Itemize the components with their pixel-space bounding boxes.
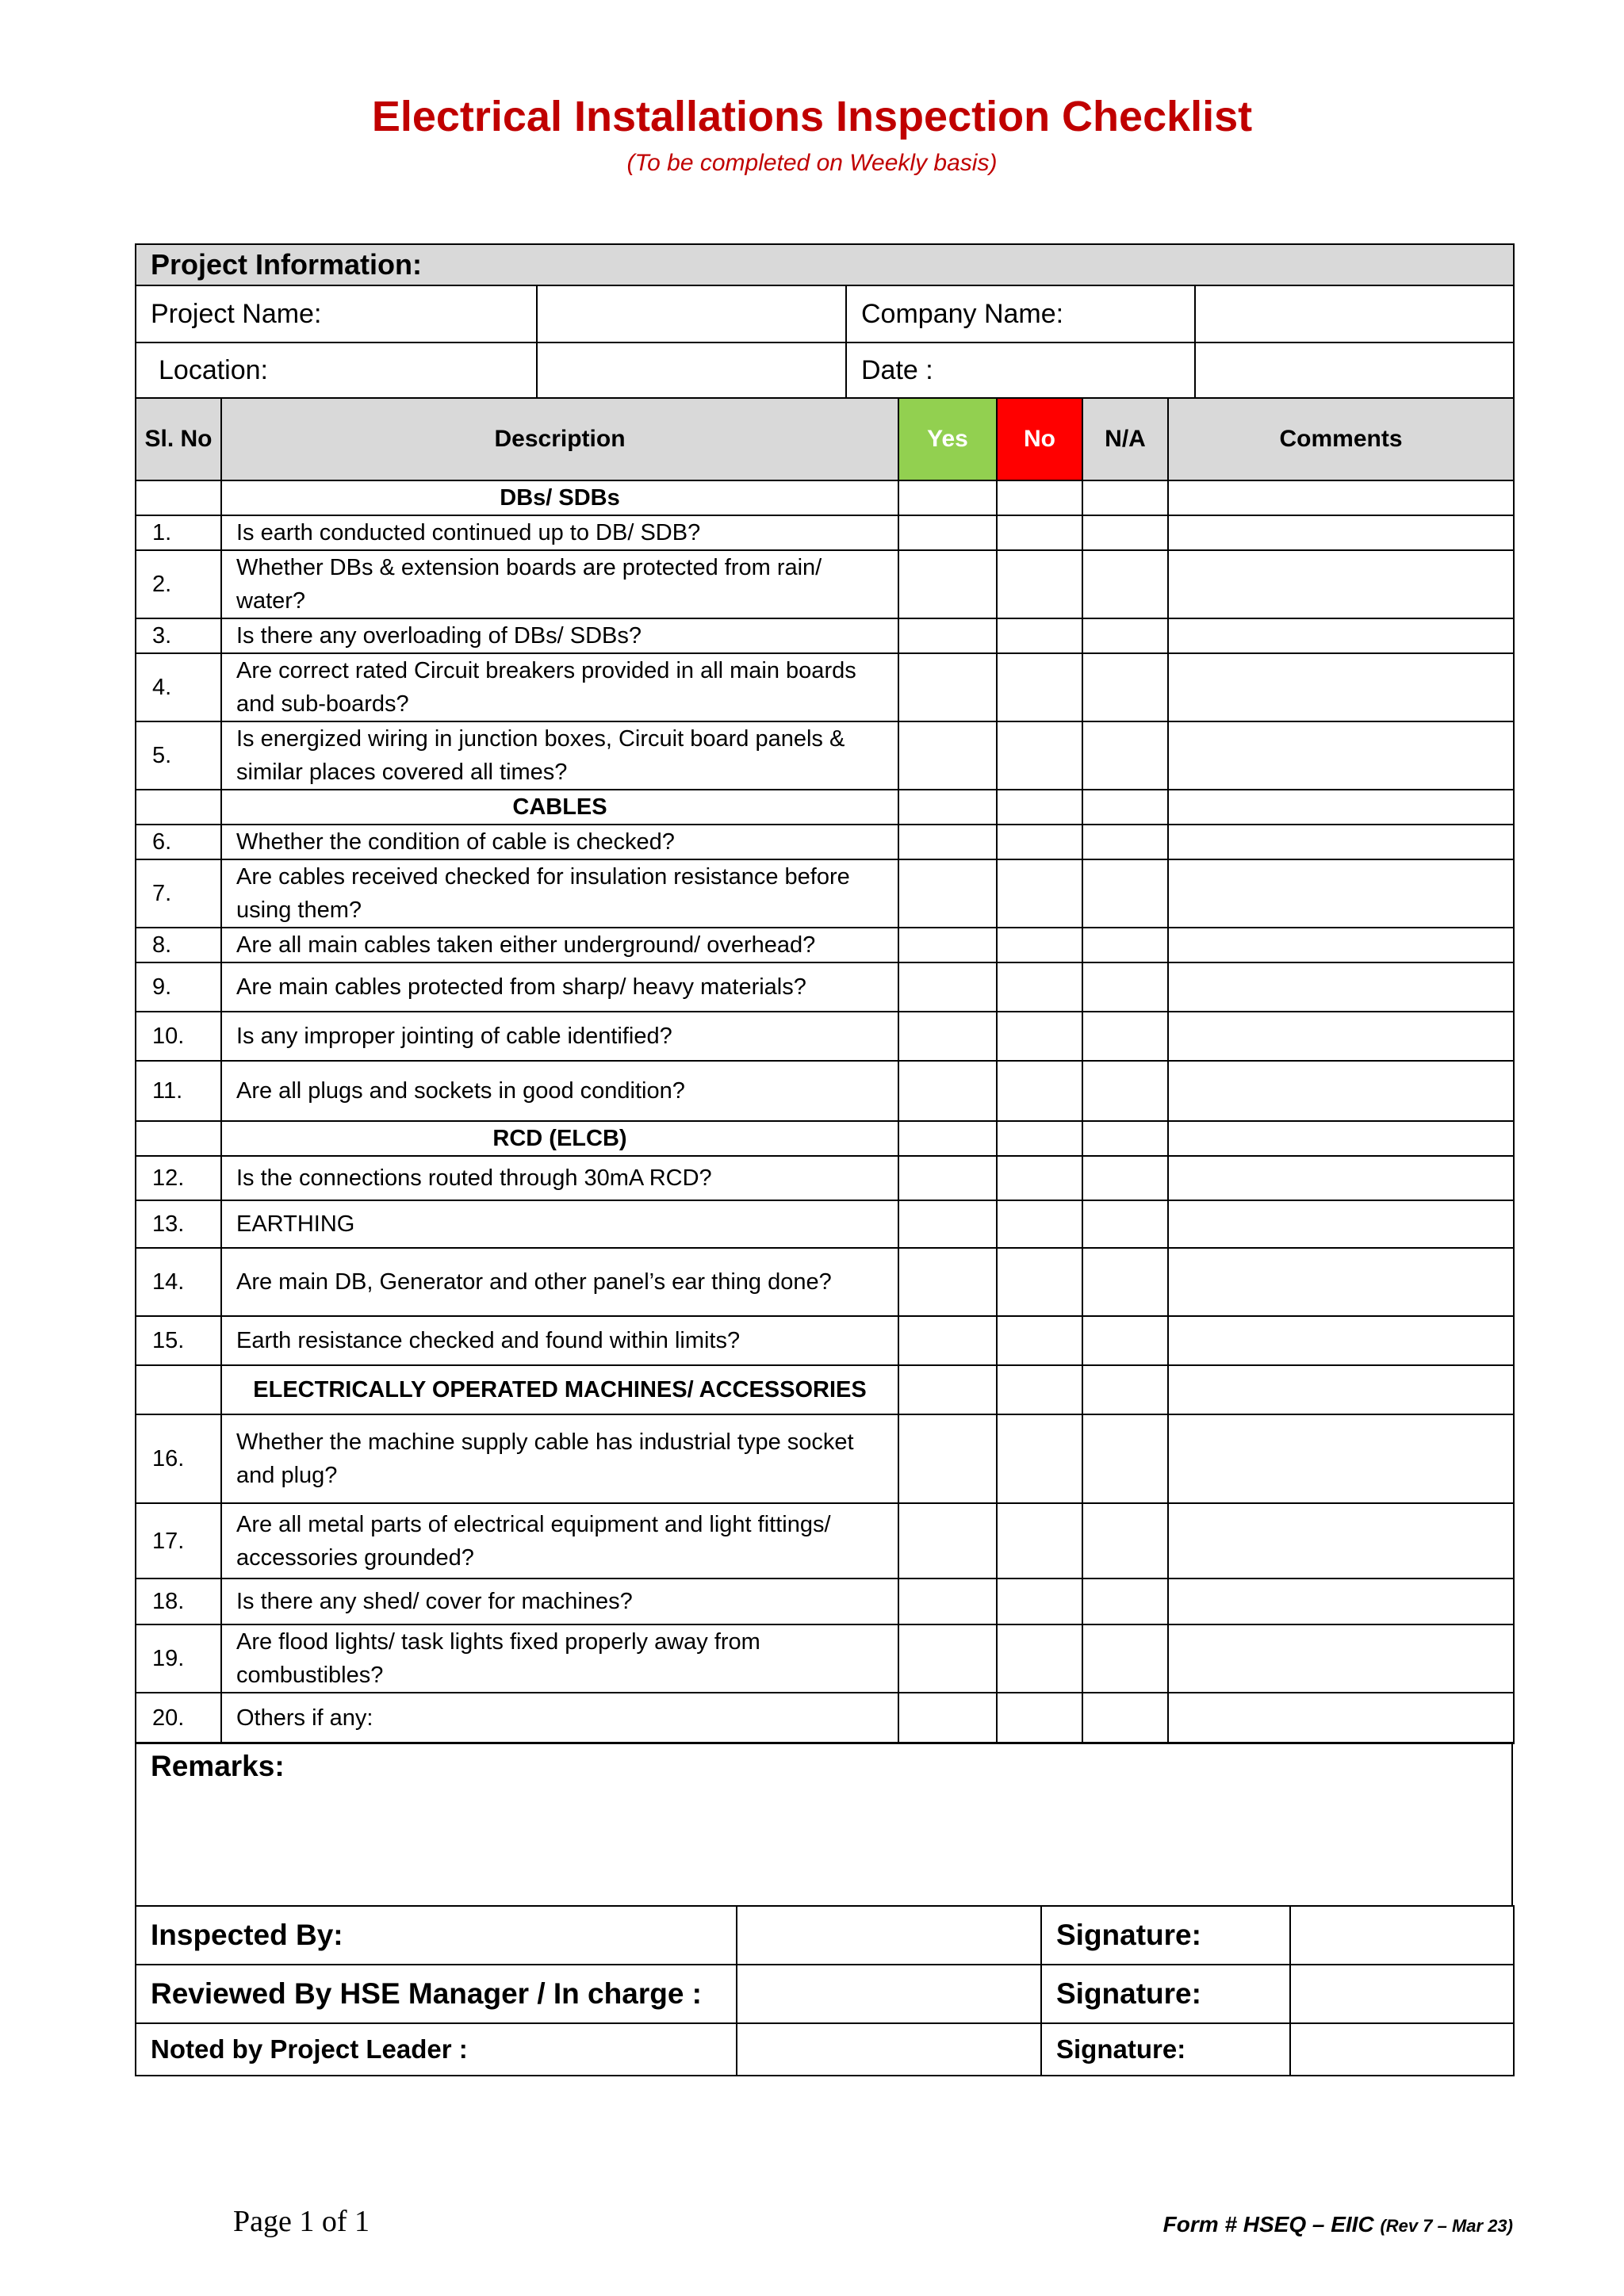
item-description: Are flood lights/ task lights fixed properly away from combustibles? — [221, 1624, 898, 1693]
project-name-label: Project Name: — [136, 285, 537, 342]
table-row — [136, 1624, 1514, 1693]
na-header: N/A — [1082, 398, 1168, 480]
table-row — [136, 618, 1514, 653]
project-info-header: Project Information: — [136, 244, 1514, 285]
comments-cell[interactable] — [1168, 825, 1514, 859]
section-row — [136, 1121, 1514, 1156]
no-cell[interactable] — [997, 1693, 1082, 1743]
na-cell[interactable] — [1082, 1121, 1168, 1156]
na-cell[interactable] — [1082, 721, 1168, 790]
no-cell[interactable] — [997, 962, 1082, 1012]
no-cell[interactable] — [997, 1248, 1082, 1316]
comments-cell[interactable] — [1168, 1248, 1514, 1316]
item-number — [136, 790, 221, 825]
item-number — [136, 1365, 221, 1414]
comments-cell[interactable] — [1168, 962, 1514, 1012]
signature-field-1[interactable] — [1290, 1906, 1514, 1965]
project-info-table — [135, 243, 1515, 399]
section-row — [136, 480, 1514, 515]
item-number: 3. — [136, 618, 221, 653]
signature-label-2: Signature: — [1041, 1965, 1290, 2023]
na-cell[interactable] — [1082, 1578, 1168, 1624]
comments-cell[interactable] — [1168, 1414, 1514, 1503]
yes-cell[interactable] — [898, 928, 997, 962]
inspected-by-label: Inspected By: — [136, 1906, 737, 1965]
no-cell[interactable] — [997, 550, 1082, 618]
yes-cell[interactable] — [898, 1503, 997, 1578]
item-description: Are cables received checked for insulation resistance before using them? — [221, 859, 898, 928]
no-cell[interactable] — [997, 1316, 1082, 1365]
no-cell[interactable] — [997, 1624, 1082, 1693]
no-cell[interactable] — [997, 1578, 1082, 1624]
no-cell[interactable] — [997, 928, 1082, 962]
yes-cell[interactable] — [898, 1248, 997, 1316]
table-row — [136, 1316, 1514, 1365]
form-revision: (Rev 7 – Mar 23) — [1380, 2216, 1513, 2236]
na-cell[interactable] — [1082, 1414, 1168, 1503]
comments-cell[interactable] — [1168, 721, 1514, 790]
section-title: CABLES — [221, 790, 898, 825]
form-number — [1163, 2212, 1513, 2237]
item-number: 11. — [136, 1061, 221, 1121]
item-number: 8. — [136, 928, 221, 962]
yes-cell[interactable] — [898, 1414, 997, 1503]
na-cell[interactable] — [1082, 1200, 1168, 1248]
date-field[interactable] — [1195, 342, 1514, 398]
item-number: 7. — [136, 859, 221, 928]
no-cell[interactable] — [997, 1365, 1082, 1414]
item-number — [136, 480, 221, 515]
yes-cell[interactable] — [898, 1365, 997, 1414]
company-name-label: Company Name: — [846, 285, 1195, 342]
na-cell[interactable] — [1082, 790, 1168, 825]
description-header: Description — [221, 398, 898, 480]
section-title: DBs/ SDBs — [221, 480, 898, 515]
yes-cell[interactable] — [898, 1061, 997, 1121]
table-row — [136, 721, 1514, 790]
item-description: Are all main cables taken either underground/ overhead? — [221, 928, 898, 962]
section-title: RCD (ELCB) — [221, 1121, 898, 1156]
comments-cell[interactable] — [1168, 1365, 1514, 1414]
item-description: Are main DB, Generator and other panel’s ear thing done? — [221, 1248, 898, 1316]
item-number: 12. — [136, 1156, 221, 1200]
na-cell[interactable] — [1082, 550, 1168, 618]
inspected-by-field[interactable] — [737, 1906, 1041, 1965]
comments-cell[interactable] — [1168, 480, 1514, 515]
na-cell[interactable] — [1082, 859, 1168, 928]
yes-cell[interactable] — [898, 825, 997, 859]
signature-field-3[interactable] — [1290, 2023, 1514, 2076]
na-cell[interactable] — [1082, 1012, 1168, 1061]
reviewed-by-field[interactable] — [737, 1965, 1041, 2023]
item-number: 16. — [136, 1414, 221, 1503]
comments-header: Comments — [1168, 398, 1514, 480]
item-description: Is any improper jointing of cable identified? — [221, 1012, 898, 1061]
yes-cell[interactable] — [898, 550, 997, 618]
table-row — [136, 962, 1514, 1012]
yes-cell[interactable] — [898, 721, 997, 790]
document-subtitle: (To be completed on Weekly basis) — [626, 150, 998, 176]
item-description: Whether DBs & extension boards are protected from rain/ water? — [221, 550, 898, 618]
item-number: 2. — [136, 550, 221, 618]
no-cell[interactable] — [997, 1414, 1082, 1503]
section-row — [136, 790, 1514, 825]
item-number: 15. — [136, 1316, 221, 1365]
project-name-field[interactable] — [537, 285, 846, 342]
yes-cell[interactable] — [898, 1012, 997, 1061]
comments-cell[interactable] — [1168, 1693, 1514, 1743]
no-header: No — [997, 398, 1082, 480]
no-cell[interactable] — [997, 618, 1082, 653]
na-cell[interactable] — [1082, 1693, 1168, 1743]
item-description: Whether the condition of cable is checked? — [221, 825, 898, 859]
remarks-label: Remarks: — [151, 1750, 285, 1782]
na-cell[interactable] — [1082, 515, 1168, 550]
yes-cell[interactable] — [898, 515, 997, 550]
no-cell[interactable] — [997, 721, 1082, 790]
yes-cell[interactable] — [898, 859, 997, 928]
table-row — [136, 1693, 1514, 1743]
item-number: 6. — [136, 825, 221, 859]
document-title: Electrical Installations Inspection Checklist — [371, 93, 1253, 140]
comments-cell[interactable] — [1168, 1316, 1514, 1365]
na-cell[interactable] — [1082, 962, 1168, 1012]
yes-cell[interactable] — [898, 1316, 997, 1365]
comments-cell[interactable] — [1168, 859, 1514, 928]
location-field[interactable] — [537, 342, 846, 398]
comments-cell[interactable] — [1168, 1200, 1514, 1248]
item-description: Are all metal parts of electrical equipment and light fittings/ accessories grounded? — [221, 1503, 898, 1578]
comments-cell[interactable] — [1168, 515, 1514, 550]
item-number — [136, 1121, 221, 1156]
comments-cell[interactable] — [1168, 653, 1514, 721]
na-cell[interactable] — [1082, 1365, 1168, 1414]
comments-cell[interactable] — [1168, 928, 1514, 962]
date-label: Date : — [846, 342, 1195, 398]
table-row — [136, 1248, 1514, 1316]
comments-cell[interactable] — [1168, 1012, 1514, 1061]
na-cell[interactable] — [1082, 1061, 1168, 1121]
signature-label-1: Signature: — [1041, 1906, 1290, 1965]
no-cell[interactable] — [997, 515, 1082, 550]
na-cell[interactable] — [1082, 480, 1168, 515]
company-name-field[interactable] — [1195, 285, 1514, 342]
yes-cell[interactable] — [898, 1200, 997, 1248]
table-row — [136, 825, 1514, 859]
na-cell[interactable] — [1082, 1624, 1168, 1693]
section-row — [136, 1365, 1514, 1414]
yes-cell[interactable] — [898, 1624, 997, 1693]
no-cell[interactable] — [997, 1121, 1082, 1156]
table-row — [136, 1156, 1514, 1200]
table-row — [136, 1414, 1514, 1503]
table-row — [136, 1503, 1514, 1578]
yes-cell[interactable] — [898, 962, 997, 1012]
signature-field-2[interactable] — [1290, 1965, 1514, 2023]
item-number: 14. — [136, 1248, 221, 1316]
comments-cell[interactable] — [1168, 790, 1514, 825]
item-number: 18. — [136, 1578, 221, 1624]
comments-cell[interactable] — [1168, 1503, 1514, 1578]
no-cell[interactable] — [997, 790, 1082, 825]
item-description: Is there any shed/ cover for machines? — [221, 1578, 898, 1624]
na-cell[interactable] — [1082, 653, 1168, 721]
remarks-box[interactable] — [135, 1742, 1513, 1907]
item-description: Is earth conducted continued up to DB/ SDB? — [221, 515, 898, 550]
comments-cell[interactable] — [1168, 1156, 1514, 1200]
item-description: Whether the machine supply cable has industrial type socket and plug? — [221, 1414, 898, 1503]
table-row — [136, 550, 1514, 618]
no-cell[interactable] — [997, 859, 1082, 928]
comments-cell[interactable] — [1168, 1061, 1514, 1121]
reviewed-by-label: Reviewed By HSE Manager / In charge : — [136, 1965, 737, 2023]
yes-cell[interactable] — [898, 1121, 997, 1156]
na-cell[interactable] — [1082, 928, 1168, 962]
na-cell[interactable] — [1082, 1156, 1168, 1200]
no-cell[interactable] — [997, 480, 1082, 515]
no-cell[interactable] — [997, 1012, 1082, 1061]
table-row — [136, 1200, 1514, 1248]
table-row — [136, 1012, 1514, 1061]
item-number: 1. — [136, 515, 221, 550]
yes-cell[interactable] — [898, 790, 997, 825]
signature-label-3: Signature: — [1041, 2023, 1290, 2076]
item-description: Are all plugs and sockets in good condition? — [221, 1061, 898, 1121]
no-cell[interactable] — [997, 825, 1082, 859]
item-description: Is the connections routed through 30mA RCD? — [221, 1156, 898, 1200]
yes-cell[interactable] — [898, 653, 997, 721]
na-cell[interactable] — [1082, 618, 1168, 653]
noted-by-field[interactable] — [737, 2023, 1041, 2076]
item-description: Are main cables protected from sharp/ heavy materials? — [221, 962, 898, 1012]
na-cell[interactable] — [1082, 1503, 1168, 1578]
no-cell[interactable] — [997, 1061, 1082, 1121]
yes-cell[interactable] — [898, 1578, 997, 1624]
yes-cell[interactable] — [898, 480, 997, 515]
no-cell[interactable] — [997, 1156, 1082, 1200]
item-description: Earth resistance checked and found within limits? — [221, 1316, 898, 1365]
item-number: 9. — [136, 962, 221, 1012]
location-label: Location: — [136, 342, 537, 398]
item-description: EARTHING — [221, 1200, 898, 1248]
comments-cell[interactable] — [1168, 1121, 1514, 1156]
item-number: 4. — [136, 653, 221, 721]
item-number: 17. — [136, 1503, 221, 1578]
table-row — [136, 1578, 1514, 1624]
item-description: Is energized wiring in junction boxes, Circuit board panels & similar places covered all times? — [221, 721, 898, 790]
signoff-table — [135, 1905, 1515, 2076]
item-description: Others if any: — [221, 1693, 898, 1743]
comments-cell[interactable] — [1168, 1578, 1514, 1624]
table-row — [136, 928, 1514, 962]
item-description: Is there any overloading of DBs/ SDBs? — [221, 618, 898, 653]
item-number: 13. — [136, 1200, 221, 1248]
item-number: 10. — [136, 1012, 221, 1061]
na-cell[interactable] — [1082, 1316, 1168, 1365]
comments-cell[interactable] — [1168, 550, 1514, 618]
no-cell[interactable] — [997, 653, 1082, 721]
yes-header: Yes — [898, 398, 997, 480]
form-code: Form # HSEQ – EIIC — [1162, 2212, 1374, 2237]
na-cell[interactable] — [1082, 825, 1168, 859]
noted-by-label: Noted by Project Leader : — [136, 2023, 737, 2076]
table-row — [136, 653, 1514, 721]
table-row — [136, 1061, 1514, 1121]
yes-cell[interactable] — [898, 618, 997, 653]
comments-cell[interactable] — [1168, 618, 1514, 653]
comments-cell[interactable] — [1168, 1624, 1514, 1693]
yes-cell[interactable] — [898, 1693, 997, 1743]
page-number: Page 1 of 1 — [233, 2205, 370, 2238]
item-number: 5. — [136, 721, 221, 790]
yes-cell[interactable] — [898, 1156, 997, 1200]
checklist-table — [135, 397, 1515, 1744]
table-row — [136, 859, 1514, 928]
item-number: 19. — [136, 1624, 221, 1693]
na-cell[interactable] — [1082, 1248, 1168, 1316]
no-cell[interactable] — [997, 1503, 1082, 1578]
item-description: Are correct rated Circuit breakers provided in all main boards and sub-boards? — [221, 653, 898, 721]
item-number: 20. — [136, 1693, 221, 1743]
sl-no-header: Sl. No — [136, 398, 221, 480]
section-title: ELECTRICALLY OPERATED MACHINES/ ACCESSORIES — [221, 1365, 898, 1414]
table-row — [136, 515, 1514, 550]
no-cell[interactable] — [997, 1200, 1082, 1248]
